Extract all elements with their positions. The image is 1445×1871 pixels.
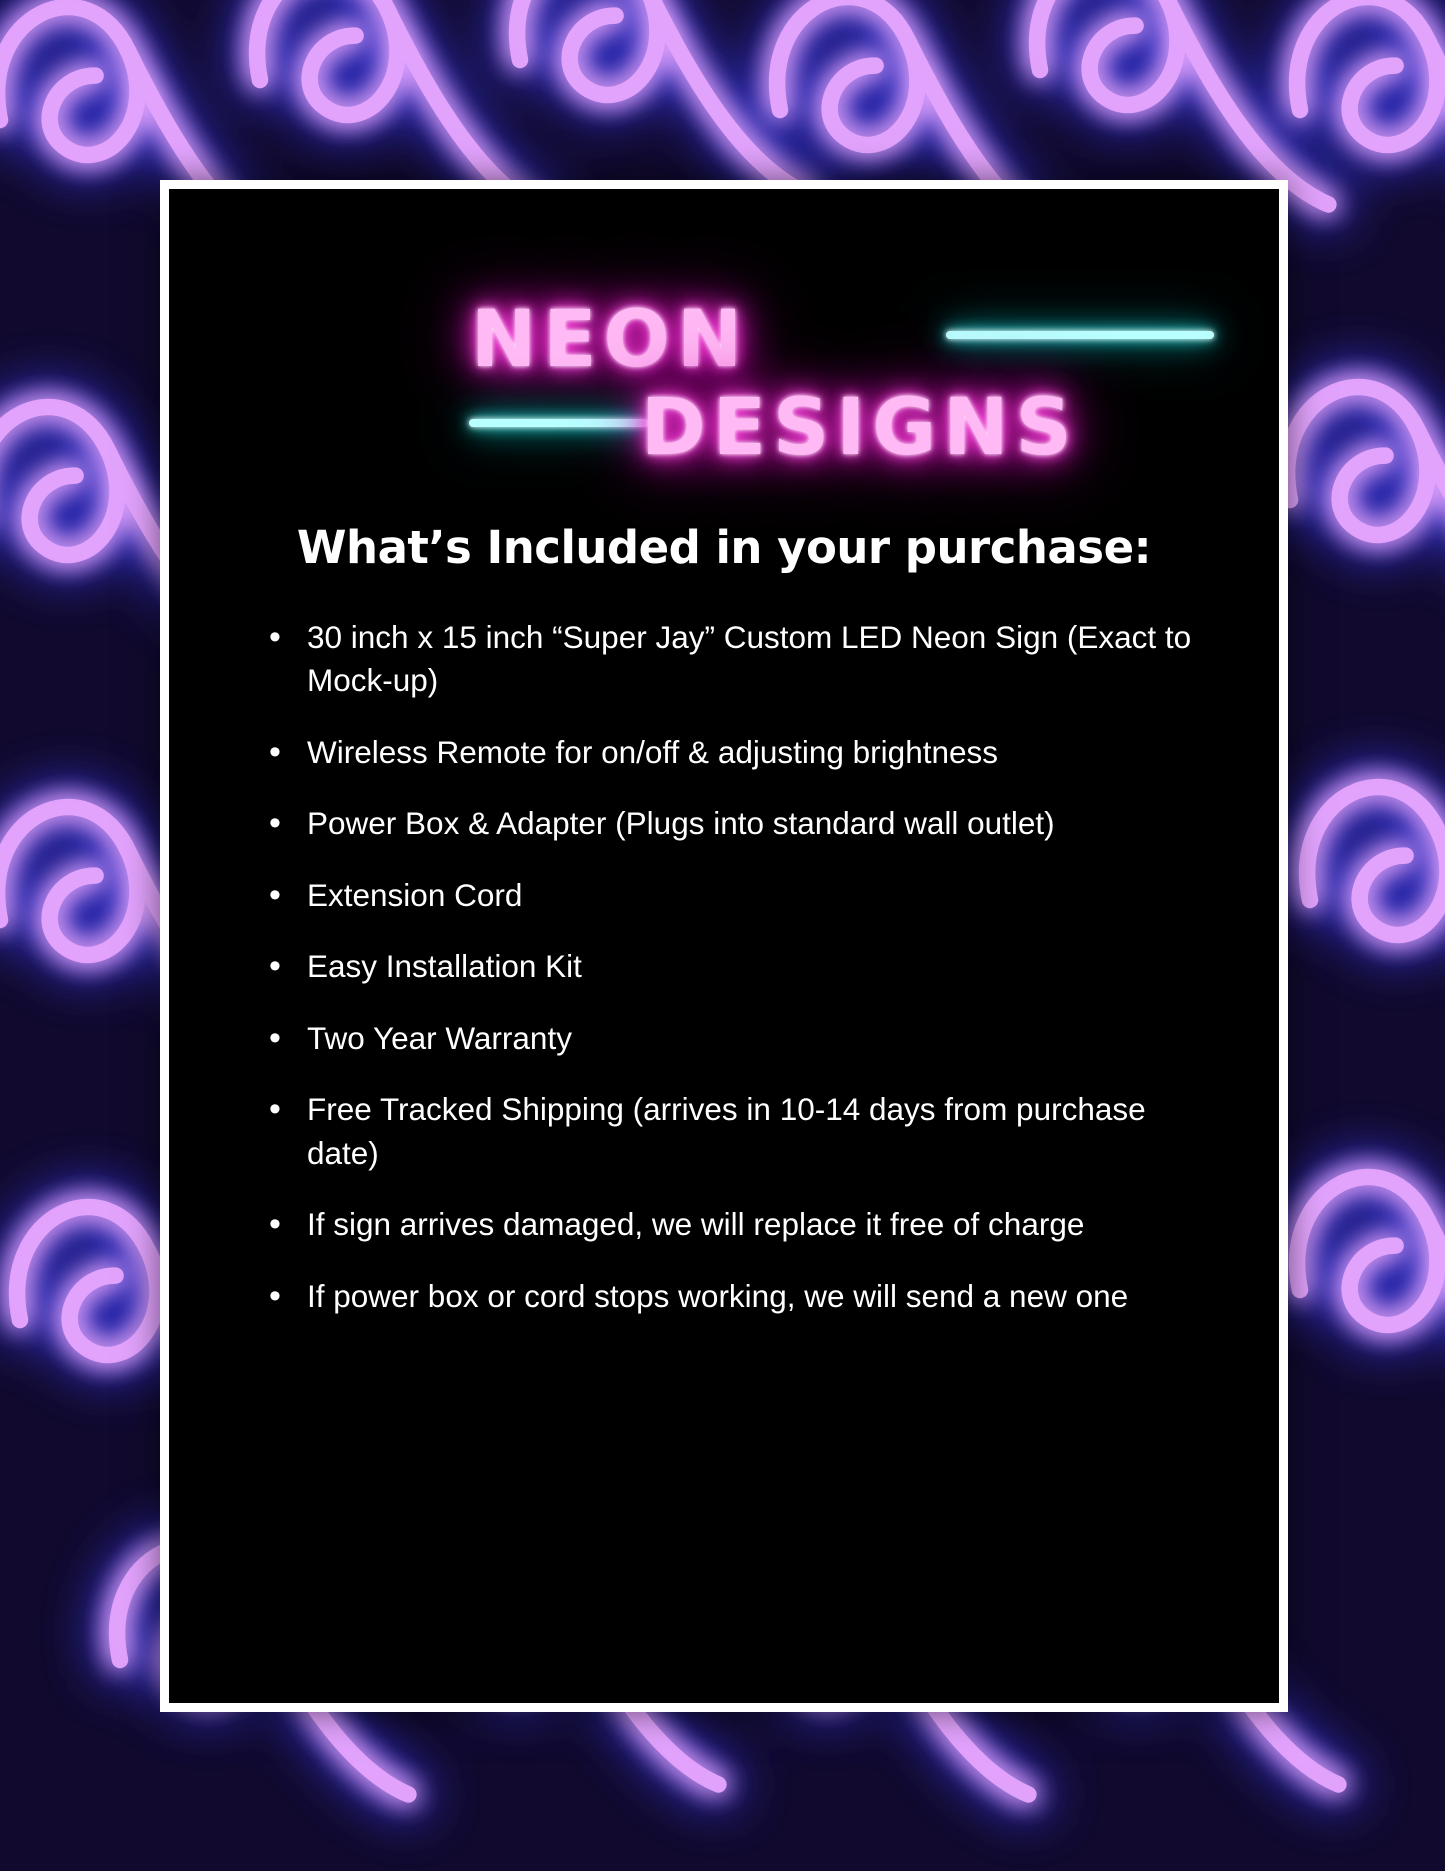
neon-designs-logo xyxy=(221,273,1227,483)
logo-bar-right xyxy=(946,331,1214,339)
list-item: • 30 inch x 15 inch “Super Jay” Custom LED Neon Sign (Exact to Mock-up) xyxy=(263,616,1193,703)
logo-bar-left xyxy=(469,419,649,427)
page-title: What’s Included in your purchase: xyxy=(296,521,1152,574)
list-item: • If sign arrives damaged, we will replace it free of charge xyxy=(263,1203,1193,1246)
logo-word-neon: NEON xyxy=(471,295,750,385)
list-item: • Two Year Warranty xyxy=(263,1017,1193,1060)
list-item: • Wireless Remote for on/off & adjusting brightness xyxy=(263,731,1193,774)
card-frame xyxy=(160,180,1288,1712)
list-item: • Extension Cord xyxy=(263,874,1193,917)
list-item: • If power box or cord stops working, we will send a new one xyxy=(263,1275,1193,1318)
card-body xyxy=(169,189,1279,1703)
included-items-list xyxy=(263,616,1227,1318)
logo-word-designs: DESIGNS xyxy=(641,383,1079,473)
list-item: • Easy Installation Kit xyxy=(263,945,1193,988)
list-item: • Power Box & Adapter (Plugs into standard wall outlet) xyxy=(263,802,1193,845)
list-item: • Free Tracked Shipping (arrives in 10-14 days from purchase date) xyxy=(263,1088,1193,1175)
